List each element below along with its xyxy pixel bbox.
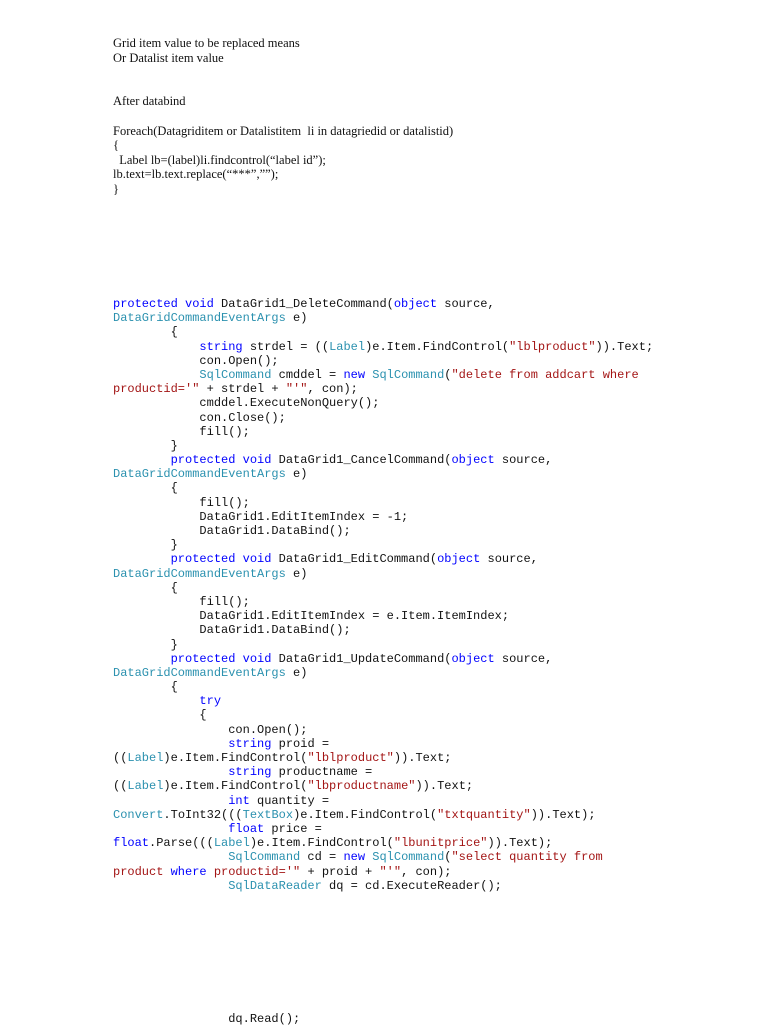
code-line — [113, 552, 653, 566]
code-token: )).Text); — [487, 836, 553, 851]
code-token: + strdel + — [199, 382, 286, 397]
code-token: object — [393, 297, 438, 311]
code-line — [113, 865, 653, 879]
code-token: DataGrid1.EditItemIndex = -1; — [113, 509, 409, 524]
code-token: int — [228, 793, 250, 808]
code-token: } — [113, 438, 178, 453]
code-line — [113, 794, 653, 808]
prose-block — [113, 36, 453, 197]
prose-line — [113, 109, 453, 124]
code-line — [113, 737, 653, 751]
code-token: { — [113, 325, 178, 340]
code-token: con.Open(); — [113, 722, 308, 737]
code-line — [113, 850, 653, 864]
prose-line: After databind — [113, 94, 186, 109]
code-token: source, — [480, 552, 538, 567]
code-token — [113, 694, 199, 708]
code-token: TextBox — [242, 807, 294, 822]
code-line — [113, 609, 653, 623]
code-line — [113, 425, 653, 439]
code-token — [113, 794, 228, 808]
code-token: )e.Item.FindControl( — [249, 836, 394, 851]
code-token: "delete from addcart where — [451, 367, 639, 382]
code-token: protected void — [113, 297, 222, 311]
code-token: protected void — [170, 552, 279, 567]
code-token: object — [451, 453, 495, 468]
code-token: DataGrid1_EditCommand( — [278, 552, 438, 567]
code-token: string — [199, 339, 243, 354]
code-token: "'" — [285, 382, 308, 397]
code-token: DataGridCommandEventArgs — [113, 566, 286, 581]
prose-line: Label lb=(label)li.findcontrol(“label id”); — [113, 152, 326, 167]
code-token: Convert — [113, 807, 164, 822]
code-line — [113, 836, 653, 850]
code-line — [113, 382, 653, 396]
code-token: con.Close(); — [113, 410, 286, 425]
code-token: SqlCommand — [372, 367, 445, 382]
code-token: protected void — [170, 651, 279, 666]
code-token — [113, 652, 171, 666]
code-line — [113, 325, 653, 339]
code-token: where — [170, 864, 207, 879]
code-token: )e.Item.FindControl( — [163, 779, 308, 794]
code-token: + proid + — [300, 864, 380, 879]
code-token — [113, 879, 228, 893]
code-token: productname = — [271, 765, 373, 780]
code-line — [113, 439, 653, 453]
prose-line: } — [113, 181, 119, 196]
code-token: proid = — [271, 736, 330, 751]
code-line — [113, 708, 653, 722]
code-token: e) — [285, 311, 308, 326]
code-token: e) — [285, 467, 308, 482]
code-token: DataGridCommandEventArgs — [113, 467, 286, 482]
code-token: { — [113, 680, 178, 695]
code-token: source, — [437, 297, 495, 311]
code-token: Label — [127, 779, 164, 794]
code-token: dq.Read(); — [113, 1012, 301, 1026]
code-line — [113, 510, 653, 524]
prose-line: { — [113, 138, 119, 153]
prose-line: Or Datalist item value — [113, 50, 224, 65]
code-token: { — [113, 481, 178, 496]
code-token: )e.Item.FindControl( — [365, 339, 510, 354]
code-line — [113, 879, 653, 893]
code-line — [113, 623, 653, 637]
code-token: "select quantity from — [451, 850, 603, 865]
code-token: new — [343, 367, 366, 382]
code-token: dq = cd.ExecuteReader(); — [321, 878, 502, 893]
code-line — [113, 779, 653, 793]
code-block — [113, 297, 653, 893]
code-token: "txtquantity" — [437, 807, 531, 822]
code-token: source, — [494, 453, 553, 468]
code-token — [113, 822, 228, 836]
code-line — [113, 652, 653, 666]
code-token: DataGrid1.DataBind(); — [113, 524, 351, 538]
code-token: object — [451, 651, 495, 666]
code-token: fill(); — [113, 594, 250, 609]
code-token — [113, 552, 171, 566]
code-line — [113, 538, 653, 552]
code-token — [113, 737, 228, 751]
code-token: cd = — [300, 850, 344, 865]
code-line — [113, 680, 653, 694]
code-token: } — [113, 538, 178, 553]
code-token — [113, 765, 228, 779]
code-token: DataGrid1.EditItemIndex = e.Item.ItemIndex; — [113, 609, 510, 624]
code-token — [113, 368, 199, 382]
code-line — [113, 567, 653, 581]
code-token: Label — [329, 339, 366, 354]
code-token: cmddel = — [271, 367, 344, 382]
code-token — [113, 340, 199, 354]
code-line — [113, 453, 653, 467]
code-token: SqlCommand — [199, 367, 272, 382]
code-line — [113, 808, 653, 822]
code-token: ( — [444, 367, 452, 382]
code-line — [113, 666, 653, 680]
code-token: )).Text; — [595, 339, 654, 354]
code-token: productid='" — [113, 382, 200, 397]
code-line — [113, 524, 653, 538]
code-token: "lbunitprice" — [393, 836, 488, 851]
code-token: fill(); — [113, 424, 250, 439]
code-line — [113, 694, 653, 708]
code-line — [113, 581, 653, 595]
code-line — [113, 368, 653, 382]
code-token: (( — [113, 751, 128, 765]
code-token: )e.Item.FindControl( — [293, 807, 438, 822]
code-token: DataGrid1.DataBind(); — [113, 623, 351, 638]
code-line — [113, 638, 653, 652]
code-token: productid='" — [206, 864, 301, 879]
code-token: "lbproductname" — [307, 779, 416, 794]
code-line — [113, 297, 653, 311]
prose-line: Grid item value to be replaced means — [113, 36, 300, 50]
code-token: protected void — [170, 453, 279, 468]
code-token: (( — [113, 779, 128, 794]
code-token: float — [113, 836, 150, 851]
prose-line — [113, 65, 453, 80]
code-token: )).Text; — [393, 751, 452, 765]
code-token: , con); — [401, 864, 452, 879]
code-token: SqlCommand — [372, 850, 445, 865]
code-token: float — [228, 821, 265, 836]
code-token: SqlDataReader — [228, 878, 322, 893]
code-token: Label — [127, 751, 164, 765]
code-line — [113, 723, 653, 737]
code-token: string — [228, 765, 272, 780]
code-token: )e.Item.FindControl( — [163, 751, 308, 765]
code-token: .ToInt32((( — [163, 807, 243, 822]
code-token: price = — [264, 821, 322, 836]
code-token: e) — [285, 665, 308, 680]
code-line — [113, 354, 653, 368]
code-line — [113, 311, 653, 325]
code-token: fill(); — [113, 495, 250, 510]
code-token: )).Text; — [415, 779, 474, 794]
prose-line: Foreach(Datagriditem or Datalistitem li in datagriedid or datalistid) — [113, 123, 454, 138]
code-token: product — [113, 864, 171, 879]
code-token: DataGrid1_CancelCommand( — [278, 453, 452, 468]
code-token — [113, 453, 171, 467]
code-line — [113, 481, 653, 495]
code-token: )).Text); — [530, 807, 596, 822]
code-token: try — [199, 694, 222, 709]
code-token: strdel = (( — [242, 339, 330, 354]
code-token: } — [113, 637, 178, 652]
code-token: cmddel.ExecuteNonQuery(); — [113, 396, 380, 411]
code-line — [113, 765, 653, 779]
prose-line: lb.text=lb.text.replace(“***”,””); — [113, 167, 279, 182]
code-token: DataGrid1_UpdateCommand( — [278, 651, 452, 666]
code-token: new — [343, 850, 366, 865]
code-line — [113, 822, 653, 836]
prose-line — [113, 80, 453, 95]
code-line — [113, 467, 653, 481]
code-token: .Parse((( — [149, 836, 214, 851]
code-token: ( — [444, 850, 452, 865]
code-token: object — [437, 552, 481, 567]
code-token: "lblproduct" — [307, 751, 394, 765]
code-line — [113, 496, 653, 510]
code-line — [113, 340, 653, 354]
code-token: { — [113, 708, 207, 723]
code-token: "lblproduct" — [509, 339, 596, 354]
code-token: DataGridCommandEventArgs — [113, 311, 286, 326]
code-token — [113, 850, 228, 864]
code-token: DataGridCommandEventArgs — [113, 665, 286, 680]
code-token: DataGrid1_DeleteCommand( — [221, 297, 394, 311]
code-token: , con); — [307, 382, 358, 397]
code-token: { — [113, 580, 178, 595]
code-token: string — [228, 736, 272, 751]
code-line — [113, 595, 653, 609]
code-token: source, — [494, 651, 553, 666]
code-token: con.Open(); — [113, 353, 279, 368]
code-token: quantity = — [249, 793, 330, 808]
code-token: Label — [213, 836, 250, 851]
code-line — [113, 751, 653, 765]
code-line — [113, 396, 653, 410]
code-token: "'" — [379, 864, 402, 879]
code-token: SqlCommand — [228, 850, 301, 865]
code-token: e) — [285, 566, 308, 581]
code-line — [113, 411, 653, 425]
